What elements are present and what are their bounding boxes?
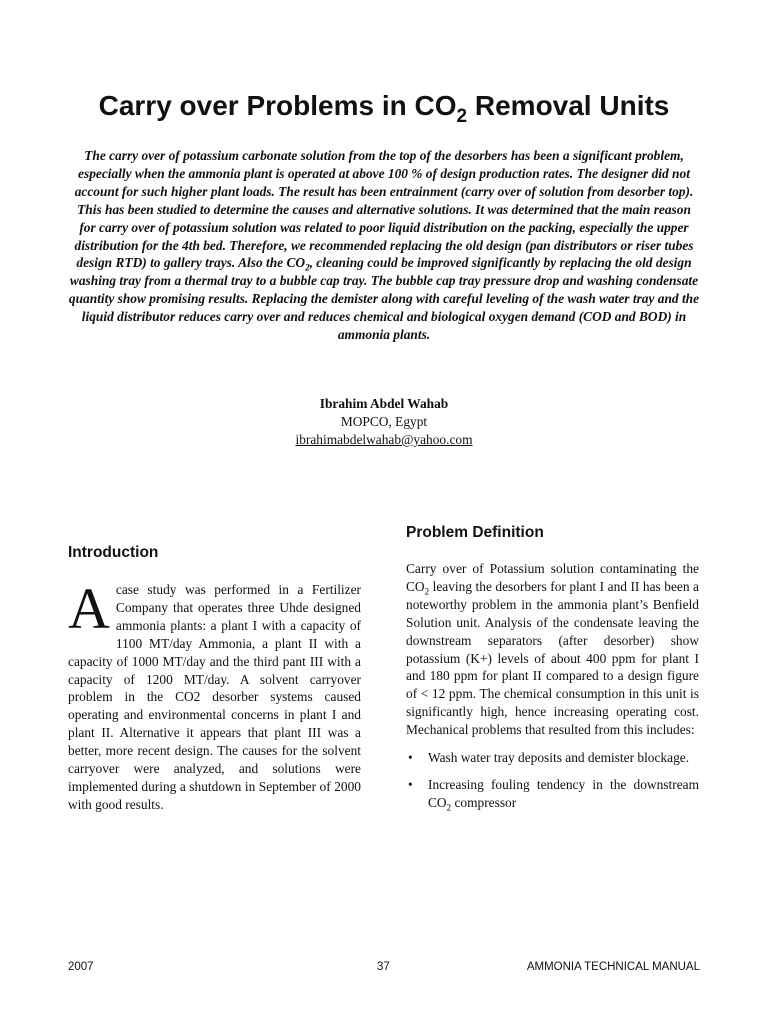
author-email-link[interactable]: ibrahimabdelwahab@yahoo.com (295, 432, 473, 447)
bullet-icon: • (408, 750, 413, 766)
paper-title: Carry over Problems in $CO_2$ Removal Units (98, 90, 670, 127)
list-item: • Increasing fouling tendency in the downstream $CO_2$ compressor (408, 776, 699, 813)
footer-page-number: 37 (377, 961, 390, 973)
author-affiliation: MOPCO, Egypt (340, 414, 428, 429)
footer-year: 2007 (68, 961, 94, 973)
drop-cap: A (68, 576, 110, 641)
introduction-body (68, 576, 361, 814)
problem-list (406, 749, 699, 812)
introduction-heading: Introduction (68, 544, 159, 561)
problem-definition-body (406, 560, 699, 821)
footer-publication: AMMONIA TECHNICAL MANUAL (526, 961, 700, 973)
introduction-text: case study was performed in a Fertilizer Company that operates three Uhde designed ammonia plants: a plant I with a capacity of 1100 MT/day Ammonia, a plant II with a capacity of 1000 MT/day and the third pant III with a capacity of 1200 MT/day. A solvent carryover problem in the CO2 desorber systems caused operating and environmental concerns in plant I and plant II. Alternative it appears that plant III was a better, more recent design. The causes for the solvent carryover were analyzed, and solutions were implemented during a shutdown in September of 2000 with good results. (68, 582, 361, 812)
list-item: • Wash water tray deposits and demister blockage. (408, 750, 690, 766)
problem-definition-heading: Problem Definition (406, 524, 544, 541)
problem-definition-text: Carry over of Potassium solution contaminating the $CO_2$ leaving the desorbers for plant I and II has been a noteworthy problem in the ammonia plant’s Benfield Solution unit. Analysis of the condensate leaving the downstream separators (after desorber) show potassium (K+) levels of about 400 ppm for plant I and 180 ppm for plant II compared to a design figure of < 12 ppm. The chemical consumption in this unit is significantly high, hence increasing operating cost. Mechanical problems that resulted from this includes: (406, 561, 699, 738)
abstract: The carry over of potassium carbonate solution from the top of the desorbers has been a significant problem, especially when the ammonia plant is operated at above 100 % of design production rates. The designer did not account for such higher plant loads. The result has been entrainment (carry over of solution from desorber top). This has been studied to determine the causes and alternative solutions. It was determined that the main reason for carry over of potassium solution was related to poor liquid distribution on the packing, especially the upper distribution for the 4th bed. Therefore, we recommended replacing the old design (pan distributors or riser tubes design RTD) to gallery trays. Also the $CO_2$, cleaning could be improved significantly by replacing the old design washing tray from a thermal tray to a bubble cap tray. The bubble cap tray pressure drop and washing condensate quantity show promising results. Replacing the demister along with careful leveling of the wash water tray and the liquid distributor reduces carry over and reduces chemical and biological oxygen demand (COD and BOD) in ammonia plants. (68, 148, 700, 343)
author-block (0, 395, 768, 449)
bullet-icon: • (408, 776, 413, 792)
author-name: Ibrahim Abdel Wahab (319, 396, 449, 411)
